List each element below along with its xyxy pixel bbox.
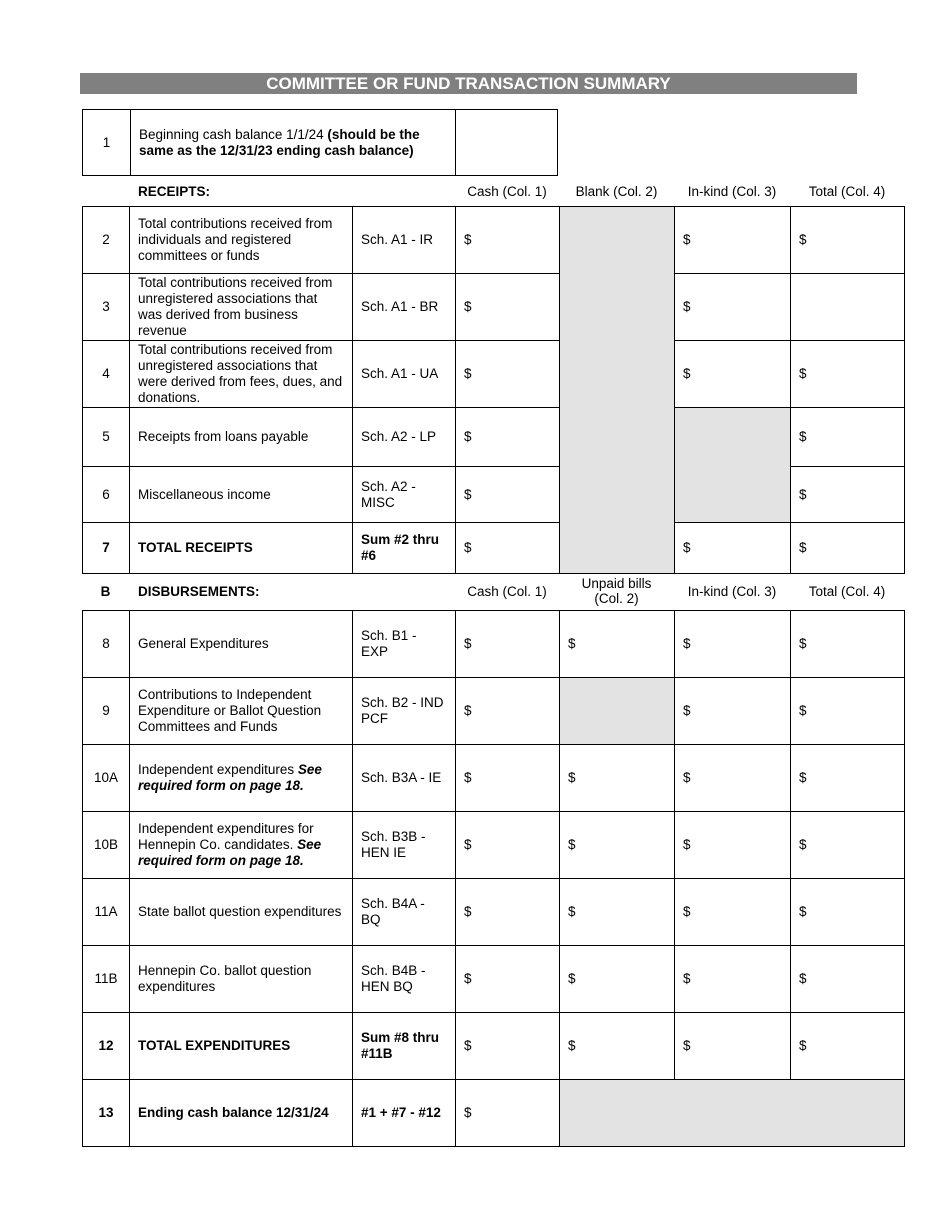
- line-description: [130, 745, 353, 812]
- line-description: Total contributions received from individuals and registered committees or funds: [130, 207, 353, 274]
- cash-field[interactable]: $: [456, 678, 560, 745]
- inkind-field[interactable]: $: [675, 274, 791, 341]
- line-number: 10B: [83, 812, 130, 879]
- line-description: General Expenditures: [130, 611, 353, 678]
- schedule-ref: #1 + #7 - #12: [353, 1080, 456, 1147]
- desc-text: Independent expenditures for Hennepin Co. candidates.: [138, 821, 314, 852]
- cash-field[interactable]: $: [456, 812, 560, 879]
- disbursements-heading: DISBURSEMENTS:: [138, 583, 260, 599]
- total-field[interactable]: $: [791, 408, 905, 467]
- line-description: Receipts from loans payable: [130, 408, 353, 467]
- disbursements-table: [82, 610, 905, 1147]
- table-row: [83, 523, 905, 574]
- line-description: [130, 812, 353, 879]
- receipts-col3-header: In-kind (Col. 3): [687, 183, 777, 199]
- line-number: 10A: [83, 745, 130, 812]
- beginning-balance-row: [82, 109, 558, 176]
- desc-text: Independent expenditures: [138, 762, 298, 777]
- line-description: TOTAL RECEIPTS: [130, 523, 353, 574]
- line-number: 2: [83, 207, 130, 274]
- line-number: 1: [83, 110, 131, 175]
- inkind-field[interactable]: $: [675, 207, 791, 274]
- inkind-field[interactable]: $: [675, 946, 791, 1013]
- total-field[interactable]: $: [791, 611, 905, 678]
- desc-note: See required form on page 18.: [138, 762, 322, 793]
- receipts-col1-header: Cash (Col. 1): [467, 183, 547, 199]
- schedule-ref: Sch. B2 - IND PCF: [353, 678, 456, 745]
- line-description: Total contributions received from unregistered associations that was derived from business revenue: [130, 274, 353, 341]
- inkind-field[interactable]: $: [675, 812, 791, 879]
- inkind-field[interactable]: $: [675, 523, 791, 574]
- cash-field[interactable]: $: [456, 1080, 560, 1147]
- cash-field[interactable]: $: [456, 946, 560, 1013]
- total-field[interactable]: $: [791, 1013, 905, 1080]
- schedule-ref: Sch. B1 - EXP: [353, 611, 456, 678]
- total-field[interactable]: $: [791, 812, 905, 879]
- beginning-text: Beginning cash balance 1/1/24: [139, 126, 328, 142]
- line-number: 11A: [83, 879, 130, 946]
- total-field[interactable]: $: [791, 745, 905, 812]
- line-description: State ballot question expenditures: [130, 879, 353, 946]
- receipts-heading: RECEIPTS:: [138, 183, 211, 199]
- table-row: [83, 745, 905, 812]
- line-description: Total contributions received from unregistered associations that were derived from fees, dues, and donations.: [130, 341, 353, 408]
- table-row: [83, 274, 905, 341]
- line-number: 6: [83, 467, 130, 523]
- cash-field[interactable]: $: [456, 1013, 560, 1080]
- unpaid-shaded: [560, 678, 675, 745]
- desc-note: See required form on page 18.: [138, 837, 322, 868]
- total-field[interactable]: [791, 274, 905, 341]
- beginning-note: (should be the same as the 12/31/23 ending cash balance): [139, 126, 420, 158]
- cash-field[interactable]: $: [456, 408, 560, 467]
- total-field[interactable]: $: [791, 946, 905, 1013]
- schedule-ref: Sch. A1 - BR: [353, 274, 456, 341]
- beginning-balance-field[interactable]: [456, 110, 557, 175]
- line-description: TOTAL EXPENDITURES: [130, 1013, 353, 1080]
- line-number: 9: [83, 678, 130, 745]
- table-row: [83, 946, 905, 1013]
- cash-field[interactable]: $: [456, 341, 560, 408]
- schedule-ref: Sch. B3B - HEN IE: [353, 812, 456, 879]
- unpaid-field[interactable]: $: [560, 611, 675, 678]
- table-row: [83, 678, 905, 745]
- schedule-ref: Sch. A2 - MISC: [353, 467, 456, 523]
- line-number: 11B: [83, 946, 130, 1013]
- line-number: 8: [83, 611, 130, 678]
- line-number: 13: [83, 1080, 130, 1147]
- ending-shaded: [560, 1080, 905, 1147]
- inkind-field[interactable]: $: [675, 745, 791, 812]
- schedule-ref: Sum #2 thru #6: [353, 523, 456, 574]
- total-field[interactable]: $: [791, 678, 905, 745]
- line-description: Ending cash balance 12/31/24: [130, 1080, 353, 1147]
- blank-column: [560, 207, 675, 574]
- total-field[interactable]: $: [791, 467, 905, 523]
- cash-field[interactable]: $: [456, 207, 560, 274]
- cash-field[interactable]: $: [456, 467, 560, 523]
- schedule-ref: Sum #8 thru #11B: [353, 1013, 456, 1080]
- line-description: Hennepin Co. ballot question expenditures: [130, 946, 353, 1013]
- table-row: [83, 408, 905, 467]
- beginning-balance-label: [131, 110, 456, 175]
- disb-col2-header: Unpaid bills (Col. 2): [581, 576, 652, 606]
- line-number: 12: [83, 1013, 130, 1080]
- unpaid-field[interactable]: $: [560, 946, 675, 1013]
- table-row: [83, 1013, 905, 1080]
- total-field[interactable]: $: [791, 879, 905, 946]
- cash-field[interactable]: $: [456, 523, 560, 574]
- cash-field[interactable]: $: [456, 611, 560, 678]
- receipts-table: [82, 206, 905, 574]
- total-field[interactable]: $: [791, 523, 905, 574]
- schedule-ref: Sch. A1 - IR: [353, 207, 456, 274]
- page-title: COMMITTEE OR FUND TRANSACTION SUMMARY: [80, 73, 857, 94]
- inkind-field[interactable]: $: [675, 1013, 791, 1080]
- line-number: 7: [83, 523, 130, 574]
- line-description: Contributions to Independent Expenditure or Ballot Question Committees and Funds: [130, 678, 353, 745]
- table-row: [83, 879, 905, 946]
- cash-field[interactable]: $: [456, 745, 560, 812]
- unpaid-field[interactable]: $: [560, 879, 675, 946]
- disbursements-marker: B: [100, 583, 111, 599]
- total-field[interactable]: $: [791, 341, 905, 408]
- disb-col3-header: In-kind (Col. 3): [687, 583, 777, 599]
- line-number: 4: [83, 341, 130, 408]
- total-field[interactable]: $: [791, 207, 905, 274]
- unpaid-field[interactable]: $: [560, 745, 675, 812]
- line-number: 3: [83, 274, 130, 341]
- inkind-shaded: [675, 408, 791, 523]
- line-description: Miscellaneous income: [130, 467, 353, 523]
- table-row: [83, 812, 905, 879]
- receipts-col4-header: Total (Col. 4): [808, 183, 886, 199]
- cash-field[interactable]: $: [456, 274, 560, 341]
- inkind-field[interactable]: $: [675, 879, 791, 946]
- schedule-ref: Sch. B4B - HEN BQ: [353, 946, 456, 1013]
- inkind-field[interactable]: $: [675, 341, 791, 408]
- schedule-ref: Sch. A2 - LP: [353, 408, 456, 467]
- schedule-ref: Sch. A1 - UA: [353, 341, 456, 408]
- unpaid-field[interactable]: $: [560, 812, 675, 879]
- table-row: [83, 207, 905, 274]
- schedule-ref: Sch. B4A - BQ: [353, 879, 456, 946]
- unpaid-field[interactable]: $: [560, 1013, 675, 1080]
- ending-balance-row: [83, 1080, 905, 1147]
- line-number: 5: [83, 408, 130, 467]
- table-row: [83, 341, 905, 408]
- schedule-ref: Sch. B3A - IE: [353, 745, 456, 812]
- table-row: [83, 611, 905, 678]
- disb-col1-header: Cash (Col. 1): [467, 583, 547, 599]
- receipts-col2-header: Blank (Col. 2): [575, 183, 658, 199]
- inkind-field[interactable]: $: [675, 611, 791, 678]
- cash-field[interactable]: $: [456, 879, 560, 946]
- inkind-field[interactable]: $: [675, 678, 791, 745]
- disb-col4-header: Total (Col. 4): [808, 583, 886, 599]
